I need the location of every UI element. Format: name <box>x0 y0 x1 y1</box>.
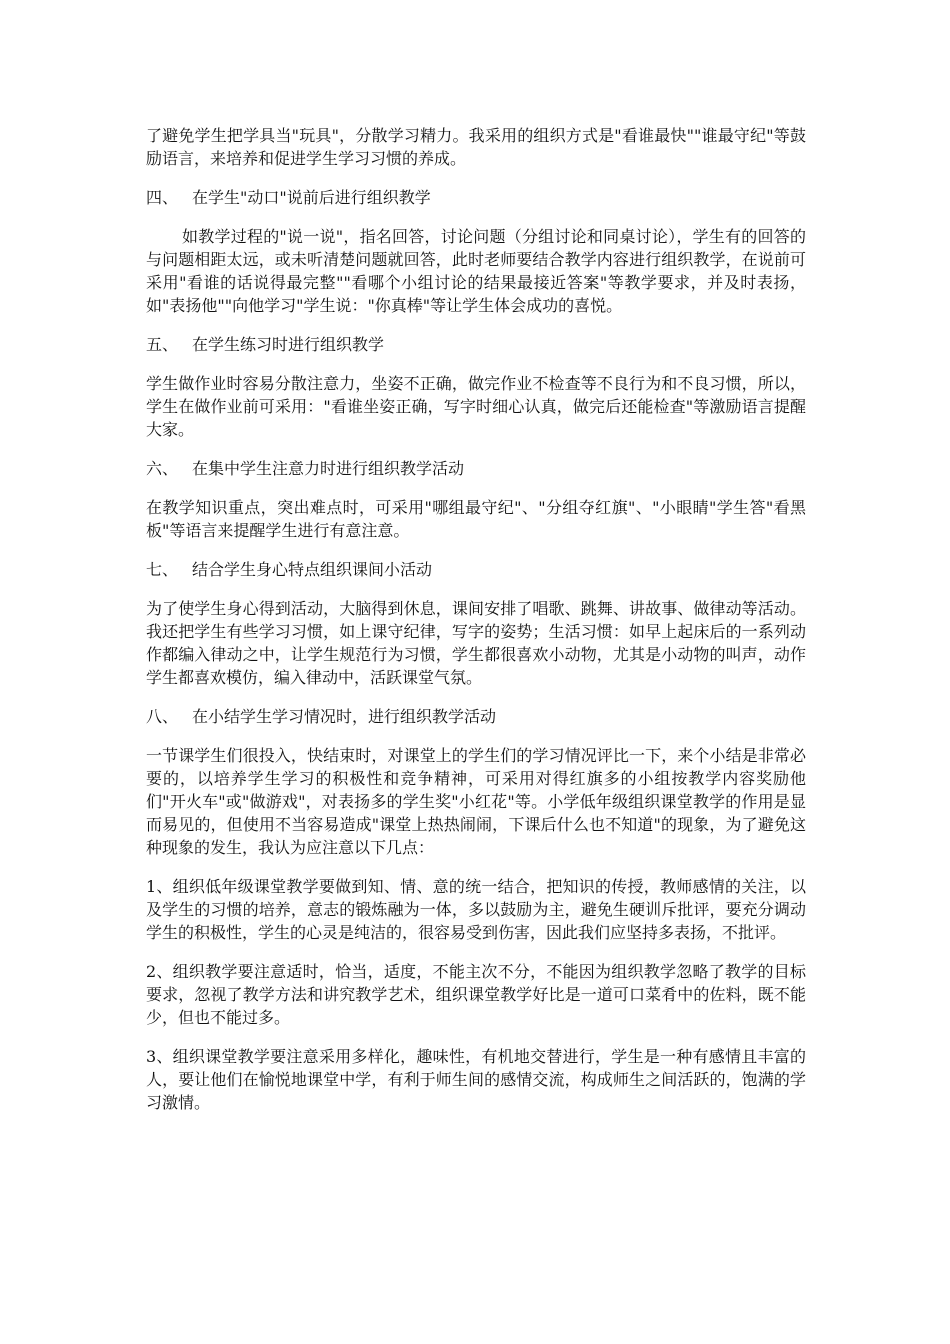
section-heading-8 <box>146 705 806 728</box>
section-title: 结合学生身心特点组织课间小活动 <box>192 560 433 579</box>
section-number: 四、 <box>146 188 179 207</box>
section-number: 八、 <box>146 707 179 726</box>
section-number: 五、 <box>146 335 179 354</box>
paragraph-section-5: 学生做作业时容易分散注意力，坐姿不正确，做完作业不检查等不良行为和不良习惯，所以，学生在做作业前可采用："看谁坐姿正确，写字时细心认真，做完后还能检查"等激励语言提醒大家。 <box>146 374 806 439</box>
paragraph-point-3: 3、组织课堂教学要注意采用多样化，趣味性，有机地交替进行，学生是一种有感情且丰富的人，要让他们在愉悦地课堂中学，有利于师生间的感情交流，构成师生之间活跃的，饱满的学习激情。 <box>146 1047 806 1112</box>
section-heading-5 <box>146 333 806 356</box>
section-title: 在集中学生注意力时进行组织教学活动 <box>192 459 465 478</box>
section-title: 在学生练习时进行组织教学 <box>192 335 385 354</box>
section-number: 七、 <box>146 560 179 579</box>
paragraph-section-8: 一节课学生们很投入，快结束时，对课堂上的学生们的学习情况评比一下，来个小结是非常必要的，以培养学生学习的积极性和竞争精神，可采用对得红旗多的小组按教学内容奖励他们"开火车"或"做游戏"，对表扬多的学生奖"小红花"等。小学低年级组织课堂教学的作用是显而易见的，但使用不当容易造成"课堂上热热闹闹，下课后什么也不知道"的现象，为了避免这种现象的发生，我认为应注意以下几点： <box>146 746 806 857</box>
section-title: 在学生"动口"说前后进行组织教学 <box>192 188 431 207</box>
paragraph-section-4: 如教学过程的"说一说"，指名回答，讨论问题（分组讨论和同桌讨论），学生有的回答的与问题相距太远，或未听清楚问题就回答，此时老师要结合教学内容进行组织教学，在说前可采用"看谁的话说得最完整""看哪个小组讨论的结果最接近答案"等教学要求，并及时表扬，如"表扬他""向他学习"学生说："你真棒"等让学生体会成功的喜悦。 <box>146 227 806 315</box>
paragraph-section-6: 在教学知识重点，突出难点时，可采用"哪组最守纪"、"分组夺红旗"、"小眼睛"学生答"看黑板"等语言来提醒学生进行有意注意。 <box>146 498 806 540</box>
section-heading-7 <box>146 558 806 581</box>
paragraph-point-2: 2、组织教学要注意适时，恰当，适度，不能主次不分，不能因为组织教学忽略了教学的目标要求，忽视了教学方法和讲究教学艺术，组织课堂教学好比是一道可口菜肴中的佐料，既不能少，但也不能过多。 <box>146 962 806 1027</box>
paragraph-point-1: 1、组织低年级课堂教学要做到知、情、意的统一结合，把知识的传授，教师感情的关注，以及学生的习惯的培养，意志的锻炼融为一体，多以鼓励为主，避免生硬训斥批评，要充分调动学生的积极性，学生的心灵是纯洁的，很容易受到伤害，因此我们应坚持多表扬，不批评。 <box>146 877 806 942</box>
section-number: 六、 <box>146 459 179 478</box>
document-page <box>146 124 806 1130</box>
paragraph-section-7: 为了使学生身心得到活动，大脑得到休息，课间安排了唱歌、跳舞、讲故事、做律动等活动。我还把学生有些学习习惯，如上课守纪律，写字的姿势；生活习惯：如早上起床后的一系列动作都编入律动之中，让学生规范行为习惯，学生都很喜欢小动物，尤其是小动物的叫声，动作学生都喜欢模仿，编入律动中，活跃课堂气氛。 <box>146 599 806 687</box>
section-title: 在小结学生学习情况时，进行组织教学活动 <box>192 707 497 726</box>
paragraph-intro: 了避免学生把学具当"玩具"，分散学习精力。我采用的组织方式是"看谁最快""谁最守纪"等鼓励语言，来培养和促进学生学习习惯的养成。 <box>146 126 806 168</box>
section-heading-4 <box>146 186 806 209</box>
section-heading-6 <box>146 457 806 480</box>
